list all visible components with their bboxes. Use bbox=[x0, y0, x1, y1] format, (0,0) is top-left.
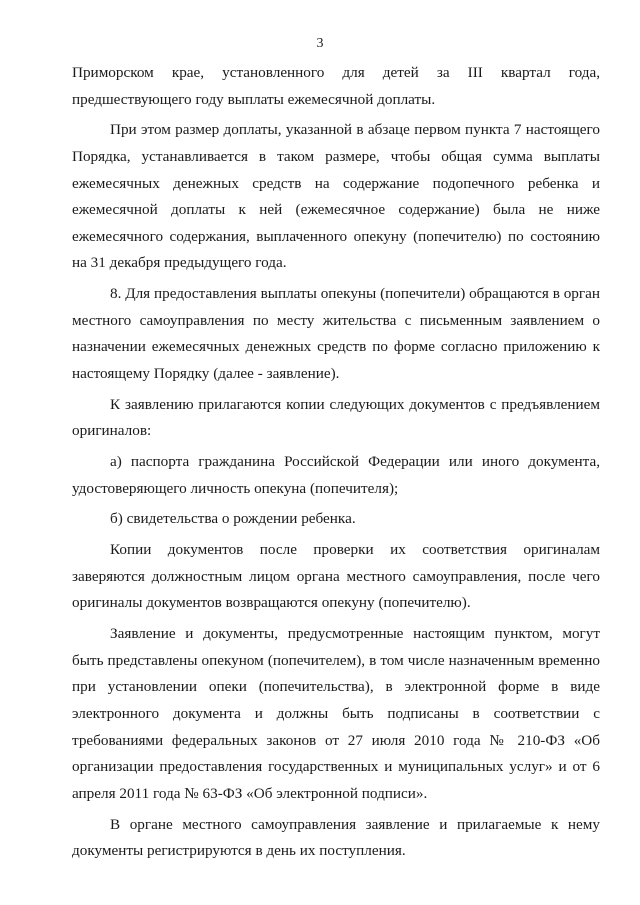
paragraph-item-b: б) свидетельства о рождении ребенка. bbox=[110, 510, 356, 528]
paragraph-item-a: а) паспорта гражданина Российской Федерации или иного документа, удостоверяющего личность опекуна (попечителя); bbox=[72, 453, 600, 497]
paragraph-attachments: К заявлению прилагаются копии следующих документов с предъявлением оригиналов: bbox=[72, 395, 600, 440]
paragraph-electronic-form: Заявление и документы, предусмотренные настоящим пунктом, могут быть представлены опекуном (попечителем), в том числе назначенным временно при установлении опеки (попечительства), в электронной форме в виде электронного документа и должны быть подписаны в соответствии с требованиями федеральных законов от 27 июля 2010 года № 210-ФЗ «Об организации предоставления государственных и муниципальных услуг» и от 6 апреля 2011 года № 63-ФЗ «Об электронной подписи». bbox=[72, 625, 600, 802]
paragraph-supplement-size: При этом размер доплаты, указанной в абзаце первом пункта 7 настоящего Порядка, устанавливается в таком размере, чтобы общая сумма выплаты ежемесячных денежных средств на содержание подопечного ребенка и ежемесячной доплаты к ней (ежемесячное содержание) была не ниже ежемесячного содержания, выплаченного опекуну (попечителю) по состоянию на 31 декабря предыдущего года. bbox=[72, 121, 600, 272]
page-number: 3 bbox=[316, 36, 324, 51]
paragraph-item-8: 8. Для предоставления выплаты опекуны (попечители) обращаются в орган местного самоуправления по месту жительства с письменным заявлением о назначении ежемесячных денежных средств по форме согласно приложению к настоящему Порядку (далее - заявление). bbox=[72, 285, 600, 382]
paragraph-registration: В органе местного самоуправления заявление и прилагаемые к нему документы регистрируются в день их поступления. bbox=[72, 815, 600, 860]
paragraph-continuation: Приморском крае, установленного для детей за III квартал года, предшествующего году выплаты ежемесячной доплаты. bbox=[72, 64, 600, 108]
document-body bbox=[72, 60, 600, 865]
paragraph-copies: Копии документов после проверки их соответствия оригиналам заверяются должностным лицом органа местного самоуправления, после чего оригиналы документов возвращаются опекуну (попечителю). bbox=[72, 541, 600, 612]
